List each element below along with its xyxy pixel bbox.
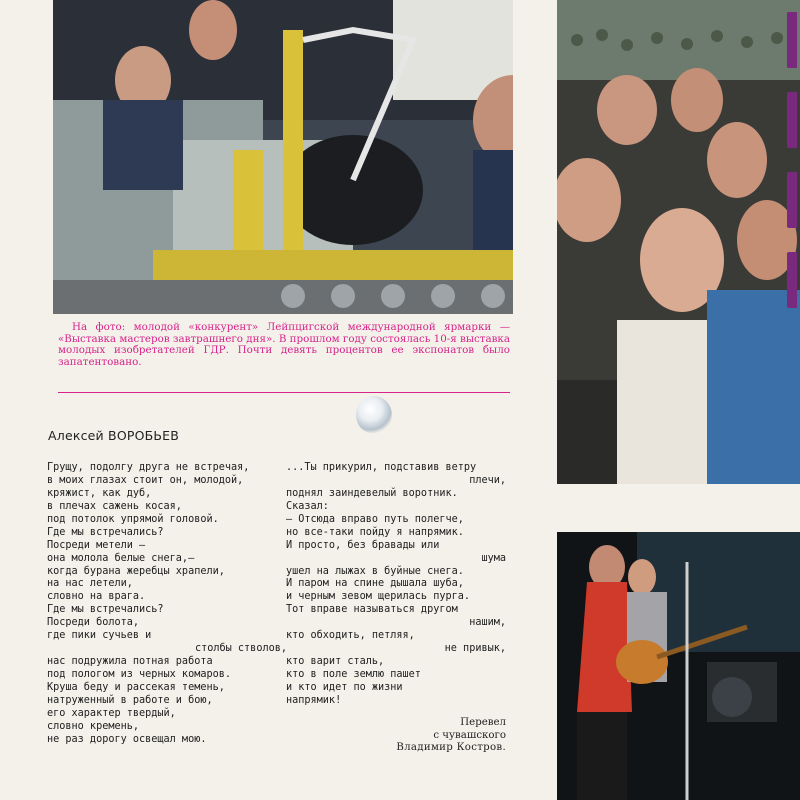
- poem-column-1: [47, 462, 287, 747]
- poem-line: под потолок упрямой головой.: [47, 513, 219, 525]
- poem-line: в моих глазах стоит он, молодой,: [47, 474, 244, 486]
- poem-line: под пологом из черных комаров.: [47, 669, 232, 680]
- credit-line-language: с чувашского: [433, 729, 506, 741]
- poem-line: кто обходить, петляя,: [286, 630, 415, 642]
- poem-line: натруженный в работе и бою,: [47, 694, 213, 706]
- poem-line: на нас летели,: [47, 578, 133, 590]
- poem-line: она молола белые снега,—: [47, 552, 195, 564]
- poem-line: напрямик!: [286, 694, 342, 706]
- poem-line: Круша беду и рассекая темень,: [47, 681, 225, 693]
- poem-line: кто варит сталь,: [286, 656, 385, 668]
- photo-exhibition-machine: [53, 0, 513, 314]
- poem-line: столбы стволов,: [194, 643, 287, 655]
- photo-singers-guitar: [557, 532, 800, 800]
- poem-line: И просто, без бравады или: [286, 539, 440, 551]
- poem-line: кряжист, как дуб,: [47, 487, 152, 499]
- poem-line: кто в поле землю пашет: [286, 669, 421, 680]
- poem-line: Где мы встречались?: [47, 604, 164, 616]
- edge-tab-1: [787, 12, 797, 68]
- poem-line: нашим,: [469, 617, 506, 629]
- poem-column-2: [286, 462, 506, 708]
- photo-crowd: [557, 0, 800, 484]
- poem-line: не раз дорогу освещал мою.: [47, 733, 207, 745]
- caption-divider: [58, 392, 510, 393]
- poem-line: Тот вправе называться другом: [286, 604, 458, 616]
- poem-line: Посреди метели —: [47, 539, 146, 551]
- poem-line: Сказал:: [286, 500, 329, 512]
- poem-line: где пики сучьев и: [47, 630, 152, 642]
- poem-line: когда бурана жеребцы храпели,: [47, 565, 225, 577]
- poem-line: — Отсюда вправо путь полегче,: [286, 513, 464, 525]
- poem-line: Посреди болота,: [47, 617, 140, 629]
- poem-line: ...Ты прикурил, подставив ветру: [286, 462, 477, 473]
- credit-line-translated: Перевел: [460, 717, 506, 728]
- poem-line: словно на врага.: [47, 591, 146, 603]
- edge-tab-4: [787, 252, 797, 308]
- edge-tab-2: [787, 92, 797, 148]
- poem-line: и кто идет по жизни: [286, 681, 403, 693]
- poem-line: плечи,: [469, 474, 506, 486]
- poem-line: его характер твердый,: [47, 707, 176, 719]
- photo-caption: На фото: молодой «конкурент» Лейпцигской международной ярмарки — «Выставка мастеров завтрашнего дня». В прошлом году состоялась 10-я выставка молодых изобретателей ГДР. Почти девять процентов ее экспонатов было запатентовано.: [58, 321, 510, 368]
- author-name: Алексей ВОРОБЬЕВ: [48, 428, 180, 443]
- translator-credit: [360, 717, 506, 755]
- poem-line: и черным зевом щерилась пурга.: [286, 591, 471, 603]
- edge-tab-3: [787, 172, 797, 228]
- credit-line-translator: Владимир Костров.: [396, 742, 506, 754]
- poem-line: И паром на спине дышала шуба,: [286, 578, 464, 590]
- poem-line: не привык,: [444, 643, 506, 655]
- poem-line: словно кремень,: [47, 720, 140, 732]
- poem-line: в плечах сажень косая,: [47, 500, 182, 512]
- poem-line: нас подружила потная работа: [47, 656, 213, 668]
- poem-line: поднял заиндевелый воротник.: [286, 487, 458, 499]
- decorative-bubble: [356, 396, 392, 434]
- poem-line: Где мы встречались?: [47, 526, 164, 538]
- poem-line: шума: [481, 552, 506, 564]
- poem-line: но все-таки пойду я напрямик.: [286, 526, 464, 538]
- poem-line: Грущу, подолгу друга не встречая,: [47, 462, 250, 473]
- poem-line: ушел на лыжах в буйные снега.: [286, 565, 464, 577]
